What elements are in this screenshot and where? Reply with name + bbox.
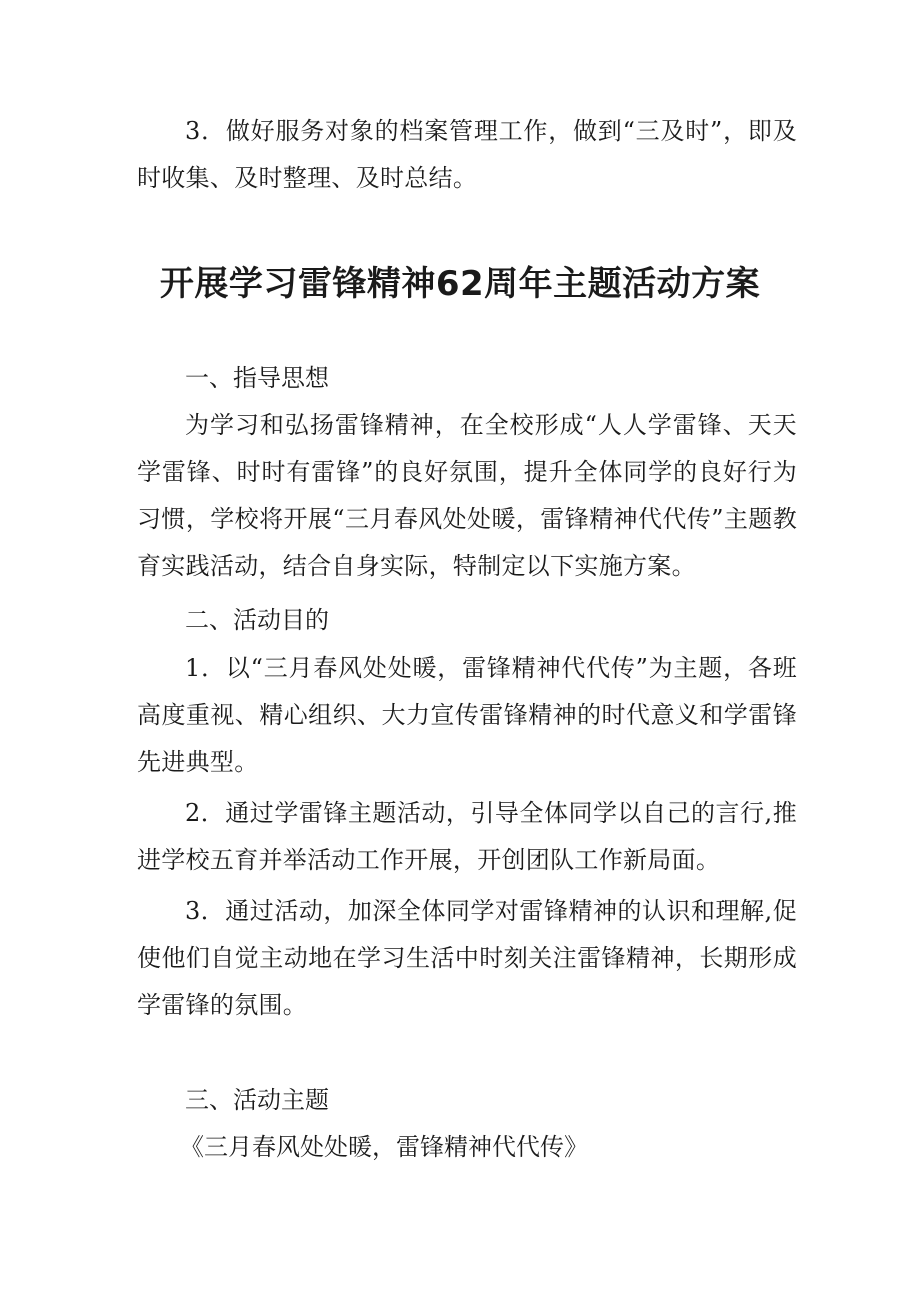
section-heading-guiding-ideology: 一、指导思想: [185, 364, 329, 392]
section-heading-activity-purpose: 二、活动目的: [185, 606, 329, 634]
activity-theme-text: 《三月春风处处暖，雷锋精神代代传》: [180, 1133, 588, 1161]
document-title: 开展学习雷锋精神62周年主题活动方案: [159, 264, 761, 304]
intro-paragraph: 3．做好服务对象的档案管理工作，做到“三及时”，即及时收集、及时整理、及时总结。: [137, 117, 797, 192]
guiding-ideology-paragraph: 为学习和弘扬雷锋精神，在全校形成“人人学雷锋、天天学雷锋、时时有雷锋”的良好氛围，提升全体同学的良好行为习惯，学校将开展“三月春风处处暖，雷锋精神代代传”主题教育实践活动，结合自身实际，特制定以下实施方案。: [137, 411, 797, 580]
activity-purpose-item-3: 3．通过活动，加深全体同学对雷锋精神的认识和理解,促使他们自觉主动地在学习生活中时刻关注雷锋精神，长期形成学雷锋的氛围。: [137, 897, 797, 1019]
activity-purpose-item-2: 2．通过学雷锋主题活动，引导全体同学以自己的言行,推进学校五育并举活动工作开展，开创团队工作新局面。: [137, 799, 797, 874]
activity-purpose-item-1: 1．以“三月春风处处暖，雷锋精神代代传”为主题，各班高度重视、精心组织、大力宣传雷锋精神的时代意义和学雷锋先进典型。: [137, 654, 797, 776]
section-heading-activity-theme: 三、活动主题: [185, 1086, 329, 1114]
